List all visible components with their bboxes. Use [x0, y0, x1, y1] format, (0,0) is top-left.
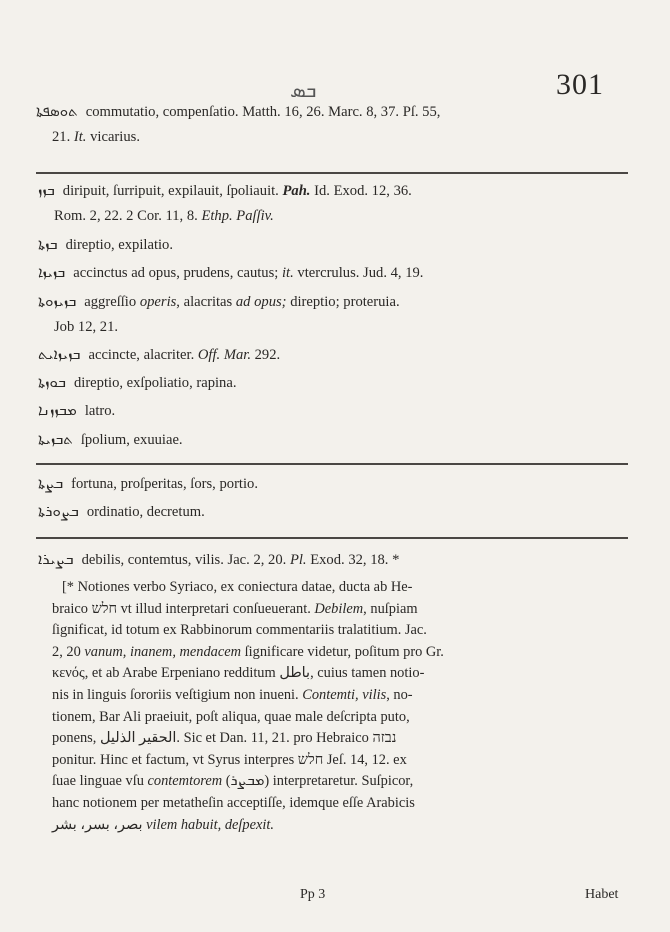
page-number: 301: [556, 68, 604, 101]
syriac-headword: ܒܨܬܐ: [38, 474, 64, 492]
note-line: [52, 685, 642, 707]
note-line: [52, 663, 642, 685]
note-text: tionem, Bar Ali praeiuit, poſt aliqua, quae male deſcripta puto,: [52, 708, 410, 725]
syriac-headword: ܒܙܝܙܐܝܬ: [38, 345, 81, 363]
hebrew-word: חלש: [91, 600, 117, 617]
note-line: [52, 728, 642, 750]
entry-italic: operis: [139, 294, 177, 310]
entry-text: , alacritas: [176, 294, 236, 310]
entry-line: [36, 125, 670, 150]
entry-debilis: [38, 547, 670, 573]
entry-ordinatio: [38, 499, 670, 525]
note-line: [52, 750, 642, 772]
entry-text: Job 12, 21.: [54, 319, 119, 335]
note-text: ponens,: [52, 730, 100, 747]
entry-line: [38, 289, 670, 315]
note-line: [52, 815, 642, 837]
note-text: nis in linguis ſororiis veſtigium non inueni.: [52, 686, 303, 703]
note-line: [52, 793, 642, 815]
entry-italic: Off. Mar.: [197, 347, 251, 363]
entry-italic: ad opus;: [235, 294, 287, 310]
note-text: ſuae linguae vſu: [52, 773, 148, 790]
entry-text: ordinatio, decretum.: [86, 504, 205, 520]
entry-text: vicarius.: [86, 129, 140, 145]
entry-text: commutatio, compenſatio. Matth. 16, 26. Marc. 8, 37. Pſ. 55,: [85, 104, 441, 120]
note-italic: Debilem: [314, 600, 364, 617]
note-line: [52, 771, 642, 793]
entry-text: Rom. 2, 22. 2 Cor. 11, 8.: [54, 208, 202, 224]
syriac-headword: ܬܘܣܦܬܐ: [36, 102, 78, 120]
syriac-headword: ܒܨܝܪܐ: [38, 550, 74, 568]
entry-text: ſpolium, exuuiae.: [80, 432, 183, 448]
entry-text: Id. Exod. 12, 36.: [310, 183, 412, 199]
entry-line: [38, 178, 670, 204]
entry-text: vtercrulus. Jud. 4, 19.: [293, 265, 424, 281]
section-rule: [36, 537, 628, 539]
note-text: 2, 20: [52, 643, 85, 660]
note-italic: vanum, inanem, mendacem: [84, 643, 242, 660]
note-text: [* Notiones verbo Syriaco, ex coniectura datae, ducta ab He-: [62, 579, 413, 595]
note-text: ſignificat, id totum ex Rabbinorum commentariis tralatitium. Jac.: [52, 622, 427, 639]
note-text: ponitur. Hinc et factum, vt Syrus interpres חלש Jeſ. 14, 12. ex: [52, 751, 407, 768]
arabic-word: الحقير الذليل: [99, 730, 177, 747]
entry-line: [38, 204, 670, 229]
note-italic: contemtorem: [147, 773, 223, 790]
syriac-headword: ܒܙܝܙܐ: [38, 263, 66, 281]
note-text: (ܡܒܨܪ) interpretaretur. Suſpicor,: [222, 773, 414, 790]
entry-text: accincte, alacriter.: [88, 347, 198, 363]
note-text: braico: [52, 600, 92, 617]
note-text: ſignificare videtur, poſitum pro Gr.: [241, 643, 444, 660]
catchword: Habet: [585, 887, 619, 902]
note-text: κενός, et ab Arabe Erpeniano redditum: [52, 665, 280, 682]
arabic-word: بصر، بسر، بشر: [52, 816, 143, 833]
entry-diripuit: [38, 178, 670, 229]
syriac-headword: ܒܨܘܪܬܐ: [38, 502, 79, 520]
entry-text: diripuit, ſurripuit, expilauit, ſpoliauit.: [62, 183, 283, 199]
entry-text: 292.: [250, 347, 281, 363]
arabic-word: باطل: [279, 665, 311, 682]
footnote: [52, 577, 642, 836]
note-text: hanc notionem per metatheſin acceptiſſe, idemque eſſe Arabicis: [52, 794, 415, 811]
note-text: , no-: [386, 686, 413, 703]
entry-line: [36, 99, 670, 125]
entry-aggressio: [38, 289, 670, 340]
hebrew-word: נבזה: [372, 730, 397, 747]
entry-line: [38, 315, 670, 340]
note-line: [52, 707, 642, 729]
entry-text: direptio; proteruia.: [286, 294, 400, 310]
entry-text: 21.: [52, 129, 74, 145]
entry-latro: [38, 398, 670, 424]
entry-italic: Pah.: [282, 183, 311, 199]
entry-text: latro.: [84, 403, 116, 419]
note-line: [52, 620, 642, 642]
signature-mark: Pp 3: [300, 887, 326, 902]
note-text: , cuius tamen notio-: [310, 665, 425, 682]
entry-commutatio: [36, 99, 670, 150]
syriac-headword: ܒܘܙܬܐ: [38, 373, 66, 391]
note-italic: Contemti, vilis: [302, 686, 387, 703]
syriac-headword: ܡܒܙܙܢܐ: [38, 401, 77, 419]
entry-text: direptio, expilatio.: [65, 237, 173, 253]
entry-text: fortuna, proſperitas, ſors, portio.: [71, 476, 258, 492]
section-rule: [36, 172, 628, 174]
note-text: vt illud interpretari conſueuerant.: [117, 600, 315, 617]
note-line: [52, 642, 642, 664]
entry-text: direptio, exſpoliatio, rapina.: [73, 375, 237, 391]
entry-italic: it.: [281, 265, 294, 281]
syriac-headword: ܒܙܝܙܘܬܐ: [38, 292, 77, 310]
entry-direptio: [38, 232, 670, 258]
syriac-headword: ܬܒܙܝܬܐ: [38, 430, 73, 448]
note-line: [52, 599, 642, 621]
entry-text: Exod. 32, 18. *: [306, 552, 400, 568]
entry-text: aggreſſio: [84, 294, 140, 310]
syriac-headword: ܒܙܬܐ: [38, 235, 58, 253]
entry-italic: It.: [73, 129, 87, 145]
entry-fortuna: [38, 471, 670, 497]
entry-accinctus: [38, 260, 670, 286]
running-head: ܒܣ: [290, 78, 317, 102]
section-rule: [36, 463, 628, 465]
entry-accincte: [38, 342, 670, 368]
entry-spolium: [38, 427, 670, 453]
entry-text: debilis, contemtus, vilis. Jac. 2, 20.: [81, 552, 290, 568]
note-line: [52, 577, 642, 599]
note-italic: vilem habuit, deſpexit.: [142, 816, 274, 833]
entry-rapina: [38, 370, 670, 396]
note-text: . Sic et Dan. 11, 21. pro Hebraico: [176, 730, 373, 747]
entry-text: accinctus ad opus, prudens, cautus;: [73, 265, 282, 281]
entry-italic: Ethp. Paſſiv.: [201, 208, 274, 224]
note-text: , nuſpiam: [363, 600, 418, 617]
entry-italic: Pl.: [289, 552, 307, 568]
syriac-headword: ܒܙܙ: [38, 181, 55, 199]
